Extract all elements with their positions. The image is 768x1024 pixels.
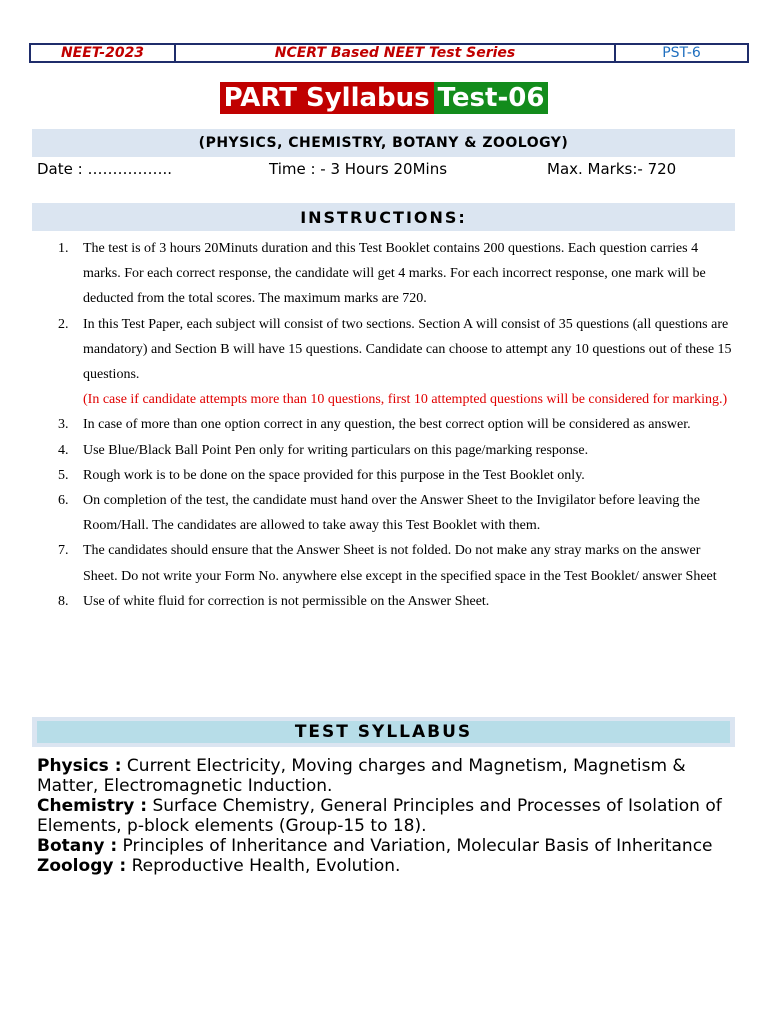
title-part-b: Test-06 <box>434 82 549 114</box>
botany-label: Botany : <box>37 836 118 856</box>
instruction-item <box>58 589 738 614</box>
instruction-item <box>58 312 738 413</box>
zoology-topics: Reproductive Health, Evolution. <box>131 856 401 876</box>
physics-topics: Current Electricity, Moving charges and Magnetism, Magnetism & Matter, Electromagnetic Induction. <box>37 756 686 796</box>
syllabus-heading-band <box>32 717 735 747</box>
instruction-text: Rough work is to be done on the space provided for this purpose in the Test Booklet only. <box>83 467 585 483</box>
instructions-heading: INSTRUCTIONS: <box>32 203 735 231</box>
instruction-note: (In case if candidate attempts more than 10 questions, first 10 attempted questions will be considered for marking.) <box>83 392 728 408</box>
syllabus-zoology <box>37 856 742 876</box>
instruction-number: 1. <box>58 241 69 256</box>
syllabus-chemistry <box>37 796 742 836</box>
botany-topics: Principles of Inheritance and Variation, Molecular Basis of Inheritance <box>122 836 713 856</box>
instruction-text: The test is of 3 hours 20Minuts duration and this Test Booklet contains 200 questions. Each question carries 4 marks. For each correct response, the candidate will get 4 marks. For each incorrect response, one mark will be deducted from the total scores. The maximum marks are 720. <box>83 241 706 307</box>
zoology-label: Zoology : <box>37 856 127 876</box>
page-title <box>0 82 768 114</box>
instruction-number: 5. <box>58 467 69 483</box>
instruction-number: 7. <box>58 543 69 559</box>
instruction-text: The candidates should ensure that the Answer Sheet is not folded. Do not make any stray marks on the answer Sheet. Do not write your Form No. anywhere else except in the specified space in the Test Booklet/ answer Sheet <box>83 543 717 584</box>
title-part-a: PART Syllabus <box>220 82 434 114</box>
instruction-text: Use Blue/Black Ball Point Pen only for writing particulars on this page/marking response. <box>83 442 589 458</box>
instruction-item <box>58 412 738 437</box>
exam-meta-row <box>37 160 737 182</box>
syllabus-botany <box>37 836 742 856</box>
syllabus-physics <box>37 756 742 796</box>
exam-name: NEET-2023 <box>31 45 176 61</box>
date-field: Date : …………….. <box>37 160 172 178</box>
syllabus-heading: TEST SYLLABUS <box>37 721 730 743</box>
chemistry-label: Chemistry : <box>37 796 148 816</box>
instructions-list <box>58 236 738 614</box>
instruction-number: 6. <box>58 493 69 509</box>
instruction-text: In case of more than one option correct in any question, the best correct option will be considered as answer. <box>83 417 691 433</box>
instruction-number: 3. <box>58 417 69 433</box>
physics-label: Physics : <box>37 756 122 776</box>
chemistry-topics: Surface Chemistry, General Principles and Processes of Isolation of Elements, p-block elements (Group-15 to 18). <box>37 796 722 836</box>
header-table <box>29 43 749 63</box>
instruction-number: 8. <box>58 593 69 609</box>
time-field: Time : - 3 Hours 20Mins <box>269 160 448 178</box>
paper-code: PST-6 <box>662 45 701 61</box>
instruction-item <box>58 463 738 488</box>
max-marks-field: Max. Marks:- 720 <box>547 160 677 178</box>
instruction-text: Use of white fluid for correction is not permissible on the Answer Sheet. <box>83 593 490 609</box>
instruction-text: On completion of the test, the candidate must hand over the Answer Sheet to the Invigilator before leaving the Room/Hall. The candidates are allowed to take away this Test Booklet with them. <box>83 493 700 534</box>
instruction-item <box>58 538 738 588</box>
instruction-item <box>58 488 738 538</box>
instruction-item <box>58 236 738 312</box>
instruction-number: 2. <box>58 316 69 332</box>
instruction-text: In this Test Paper, each subject will consist of two sections. Section A will consist of 35 questions (all questions are mandatory) and Section B will have 15 questions. Candidate can choose to attempt any 10 questions out of these 15 questions. <box>83 316 732 383</box>
instruction-item <box>58 438 738 463</box>
series-name: NCERT Based NEET Test Series <box>176 45 616 61</box>
syllabus-content <box>37 756 742 876</box>
instruction-number: 4. <box>58 442 69 458</box>
subjects-band: (PHYSICS, CHEMISTRY, BOTANY & ZOOLOGY) <box>32 129 735 157</box>
